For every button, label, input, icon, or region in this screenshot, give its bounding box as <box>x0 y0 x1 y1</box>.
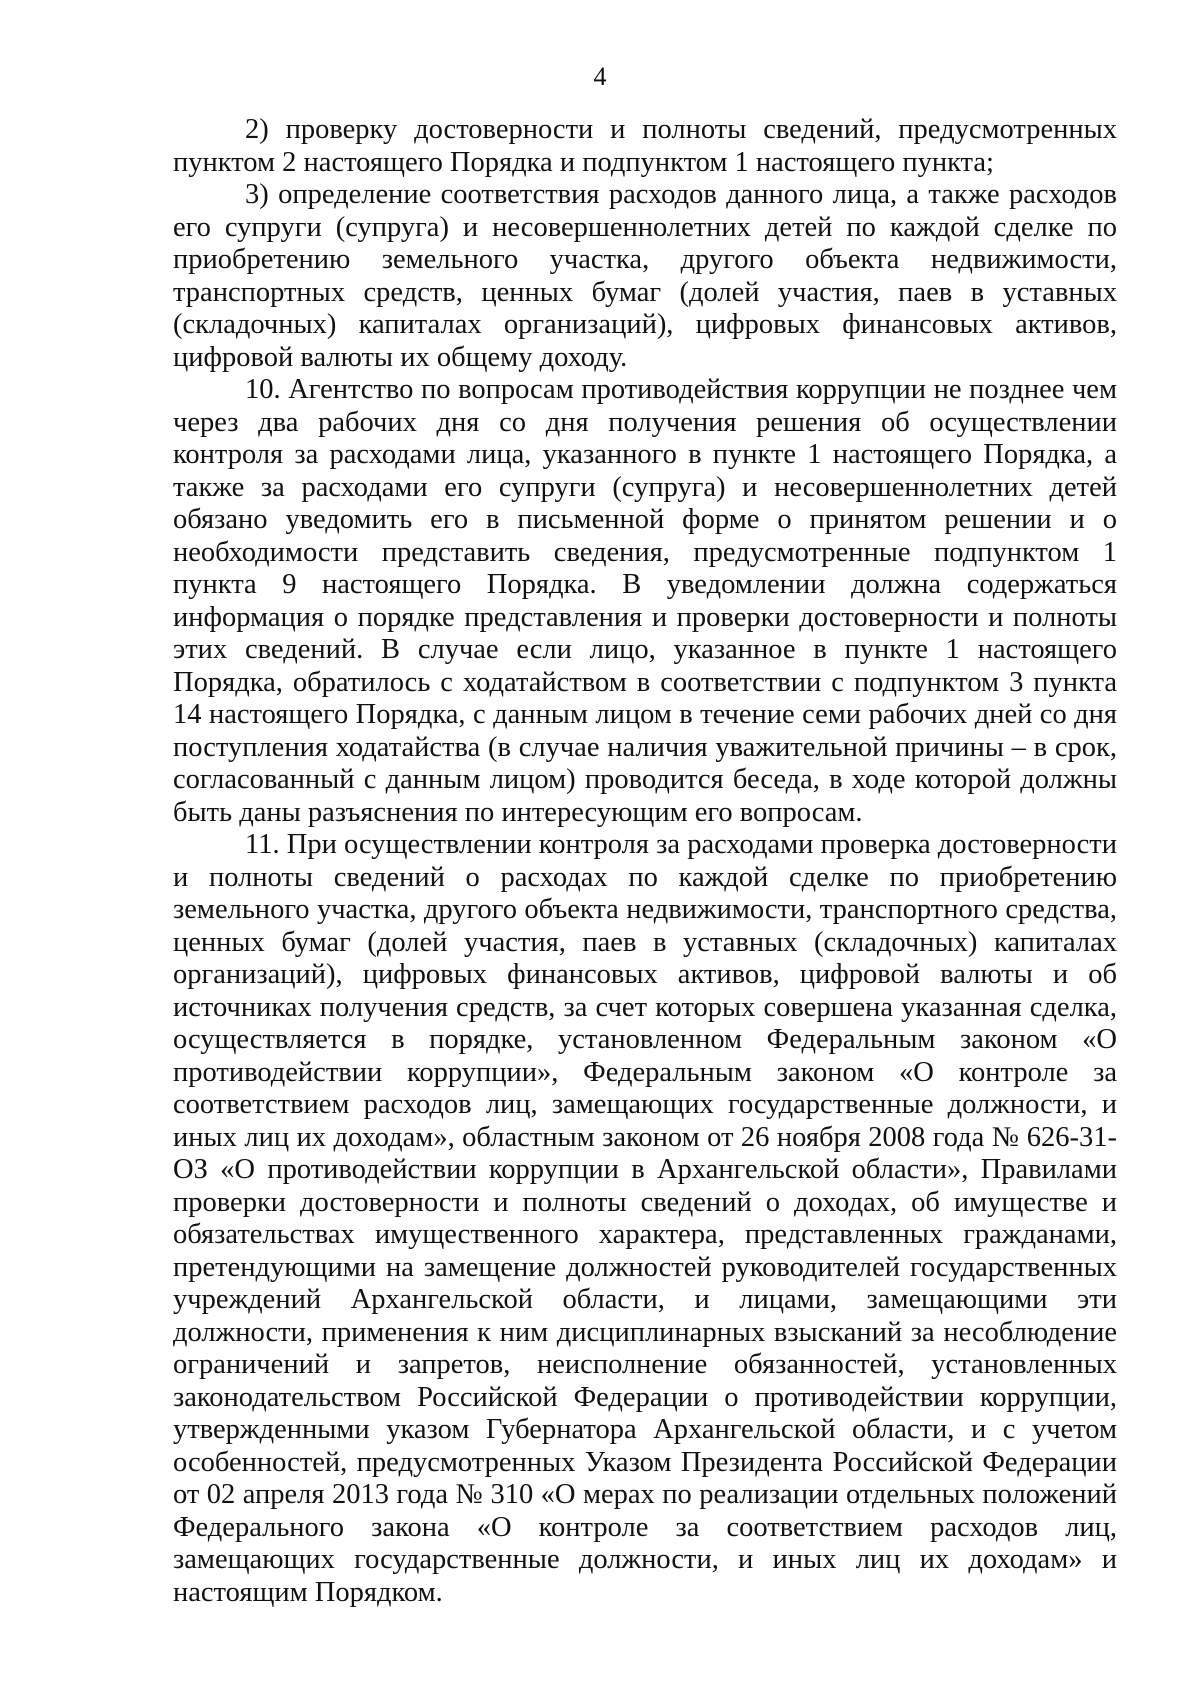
paragraph-subpoint-2: 2) проверку достоверности и полноты сведений, предусмотренных пунктом 2 настоящего Порядка и подпунктом 1 настоящего пункта; <box>173 114 1117 178</box>
paragraph-clause-11: 11. При осуществлении контроля за расходами проверка достоверности и полноты сведений о расходах по каждой сделке по приобретению земельного участка, другого объекта недвижимости, транспортного средства, ценных бумаг (долей участия, паев в уставных (складочных) капиталах организаций), цифровых финансовых активов, цифровой валюты и об источниках получения средств, за счет которых совершена указанная сделка, осуществляется в порядке, установленном Федеральным законом «О противодействии коррупции», Федеральным законом «О контроле за соответствием расходов лиц, замещающих государственные должности, и иных лиц их доходам», областным законом от 26 ноября 2008 года № 626-31-ОЗ «О противодействии коррупции в Архангельской области», Правилами проверки достоверности и полноты сведений о доходах, об имуществе и обязательствах имущественного характера, представленных гражданами, претендующими на замещение должностей руководителей государственных учреждений Архангельской области, и лицами, замещающими эти должности, применения к ним дисциплинарных взысканий за несоблюдение ограничений и запретов, неисполнение обязанностей, установленных законодательством Российской Федерации о противодействии коррупции, утвержденными указом Губернатора Архангельской области, и с учетом особенностей, предусмотренных Указом Президента Российской Федерации от 02 апреля 2013 года № 310 «О мерах по реализации отдельных положений Федерального закона «О контроле за соответствием расходов лиц, замещающих государственные должности, и иных лиц их доходам» и настоящим Порядком. <box>173 829 1117 1608</box>
document-body <box>173 114 1117 1609</box>
paragraph-subpoint-3: 3) определение соответствия расходов данного лица, а также расходов его супруги (супруга) и несовершеннолетних детей по каждой сделке по приобретению земельного участка, другого объекта недвижимости, транспортных средств, ценных бумаг (долей участия, паев в уставных (складочных) капиталах организаций), цифровых финансовых активов, цифровой валюты их общему доходу. <box>173 179 1117 373</box>
page-number: 4 <box>593 62 607 91</box>
paragraph-clause-10: 10. Агентство по вопросам противодействия коррупции не позднее чем через два рабочих дня со дня получения решения об осуществлении контроля за расходами лица, указанного в пункте 1 настоящего Порядка, а также за расходами его супруги (супруга) и несовершеннолетних детей обязано уведомить его в письменной форме о принятом решении и о необходимости представить сведения, предусмотренные подпунктом 1 пункта 9 настоящего Порядка. В уведомлении должна содержаться информация о порядке представления и проверки достоверности и полноты этих сведений. В случае если лицо, указанное в пункте 1 настоящего Порядка, обратилось с ходатайством в соответствии с подпунктом 3 пункта 14 настоящего Порядка, с данным лицом в течение семи рабочих дней со дня поступления ходатайства (в случае наличия уважительной причины – в срок, согласованный с данным лицом) проводится беседа, в ходе которой должны быть даны разъяснения по интересующим его вопросам. <box>173 374 1117 828</box>
